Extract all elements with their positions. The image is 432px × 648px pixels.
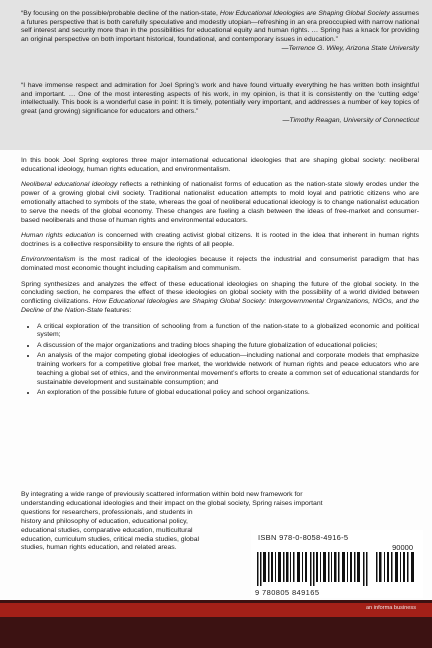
quote-text: “By focusing on the possible/probable decline of the nation-state, xyxy=(21,10,220,17)
closing-line: studies, human rights education, and related areas. xyxy=(21,544,177,552)
environmentalism-paragraph xyxy=(21,256,419,274)
paragraph-text: Spring synthesizes and analyzes the effect of these educational ideologies on shaping the future of the global society. In the concluding section, he compares the effect of these ideologies on global society with the possibility of a world divided between conflicting civilizations. xyxy=(21,280,419,306)
description xyxy=(21,157,419,405)
publisher-tagline: an informa business xyxy=(365,605,416,611)
paragraph-lead: Human rights education xyxy=(21,232,96,240)
price-code: 90000 xyxy=(392,543,413,552)
closing-line: understanding educational ideologies and their impact on the global society, Spring raises important xyxy=(21,499,323,507)
barcode-digits: 9 780805 849165 xyxy=(255,588,320,597)
book-title: How Educational Ideologies are Shaping Global Society: Intergovernmental Organizations, NGOs, and the Decline of the Nation-State xyxy=(21,298,420,315)
endorsement-quote xyxy=(21,10,419,54)
paragraph-text: is the most radical of the ideologies because it rejects the industrial and consumerist paradigm that has dominated most economic thought including capitalism and communism. xyxy=(21,256,419,273)
ean-barcode-icon xyxy=(257,552,369,586)
endorsements-panel xyxy=(0,0,432,150)
closing-line: By integrating a wide range of previously scattered information within bold new framework for xyxy=(21,491,303,498)
closing-line: questions for researchers, professionals, and students in xyxy=(21,508,193,516)
paragraph-lead: Environmentalism xyxy=(21,256,76,264)
paragraph-text: features: xyxy=(102,307,132,315)
price-barcode-icon xyxy=(376,552,416,582)
feature-item: • An analysis of the major competing global ideologies of education—including national and corporate models that emphasize training workers for a competitive global free market, the worldwide network of human rights and peace educators who are teaching a global set of ethics, and the environmental movement’s efforts to create a common set of educational standards for sustainable development and sustainable consumption; and xyxy=(37,352,419,388)
intro-paragraph: In this book Joel Spring explores three major international educational ideologies that are shaping global society: neoliberal educational ideology, human rights education, and environmentalism. xyxy=(21,157,419,173)
quote-attribution: —Terrence G. Wiley, Arizona State University xyxy=(281,45,419,53)
features-list xyxy=(21,323,419,399)
isbn-number: ISBN 978-0-8058-4916-5 xyxy=(258,533,349,542)
barcode xyxy=(251,530,423,598)
paragraph-text: is concerned with creating activist global citizens. It is rooted in the idea that inherent in human rights doctrines is a collective responsibility to ensure the rights of all people. xyxy=(21,232,419,249)
paragraph-lead: Neoliberal educational ideology xyxy=(21,181,118,189)
quote-text: assumes a futures perspective that is both carefully speculative and modestly utopian—refreshing in an era preoccupied with narrow national self interest and security more than in the possibilities for educational equity and human rights. … Spring has a knack for providing an original perspective on both important historical, foundational, and contemporary issues in education.” xyxy=(21,10,419,43)
feature-item: • An exploration of the possible future of global educational policy and school organizations. xyxy=(37,389,419,398)
synthesis-paragraph xyxy=(21,281,419,317)
closing-line: history and philosophy of education, educational policy, xyxy=(21,517,188,525)
quote-book-title: How Educational Ideologies are Shaping Global Society xyxy=(219,10,390,17)
quote-text: “I have immense respect and admiration for Joel Spring’s work and have found virtually everything he has written both insightful and important. … One of the most interesting aspects of his work, in my opinion, is that it is consistently on the ‘cutting edge’ intellectually. This book is a wonderful case in point: It is timely, potentially very important, and addresses a number of key topics of great (and growing) significance for educators and others.” xyxy=(21,82,419,115)
paragraph-text: reflects a rethinking of nationalist forms of education as the nation-state slowly erodes under the power of a growing global civil society. Traditional nationalist education attempts to mold loyal and patriotic citizens who are emotionally attached to symbols of the state, whereas the goal of neoliberal educational ideology is to change nationalist education to serve the needs of the global economy. These changes are fueling a clash between the ideas of free-market and consumer-based neoliberals and those of human rights and environmental educators. xyxy=(21,181,419,224)
quote-attribution: —Timothy Reagan, University of Connecticut xyxy=(282,117,419,125)
endorsement-quote xyxy=(21,82,419,126)
closing-line: educational studies, comparative education, multicultural xyxy=(21,526,193,534)
feature-item: • A discussion of the major organizations and trading blocs shaping the future globalization of educational policies; xyxy=(37,342,419,351)
neoliberal-paragraph xyxy=(21,181,419,226)
feature-item: • A critical exploration of the transition of schooling from a function of the nation-state to a globalized economic and political system; xyxy=(37,323,419,341)
closing-line: education, curriculum studies, critical media studies, global xyxy=(21,535,200,543)
human-rights-paragraph xyxy=(21,232,419,250)
